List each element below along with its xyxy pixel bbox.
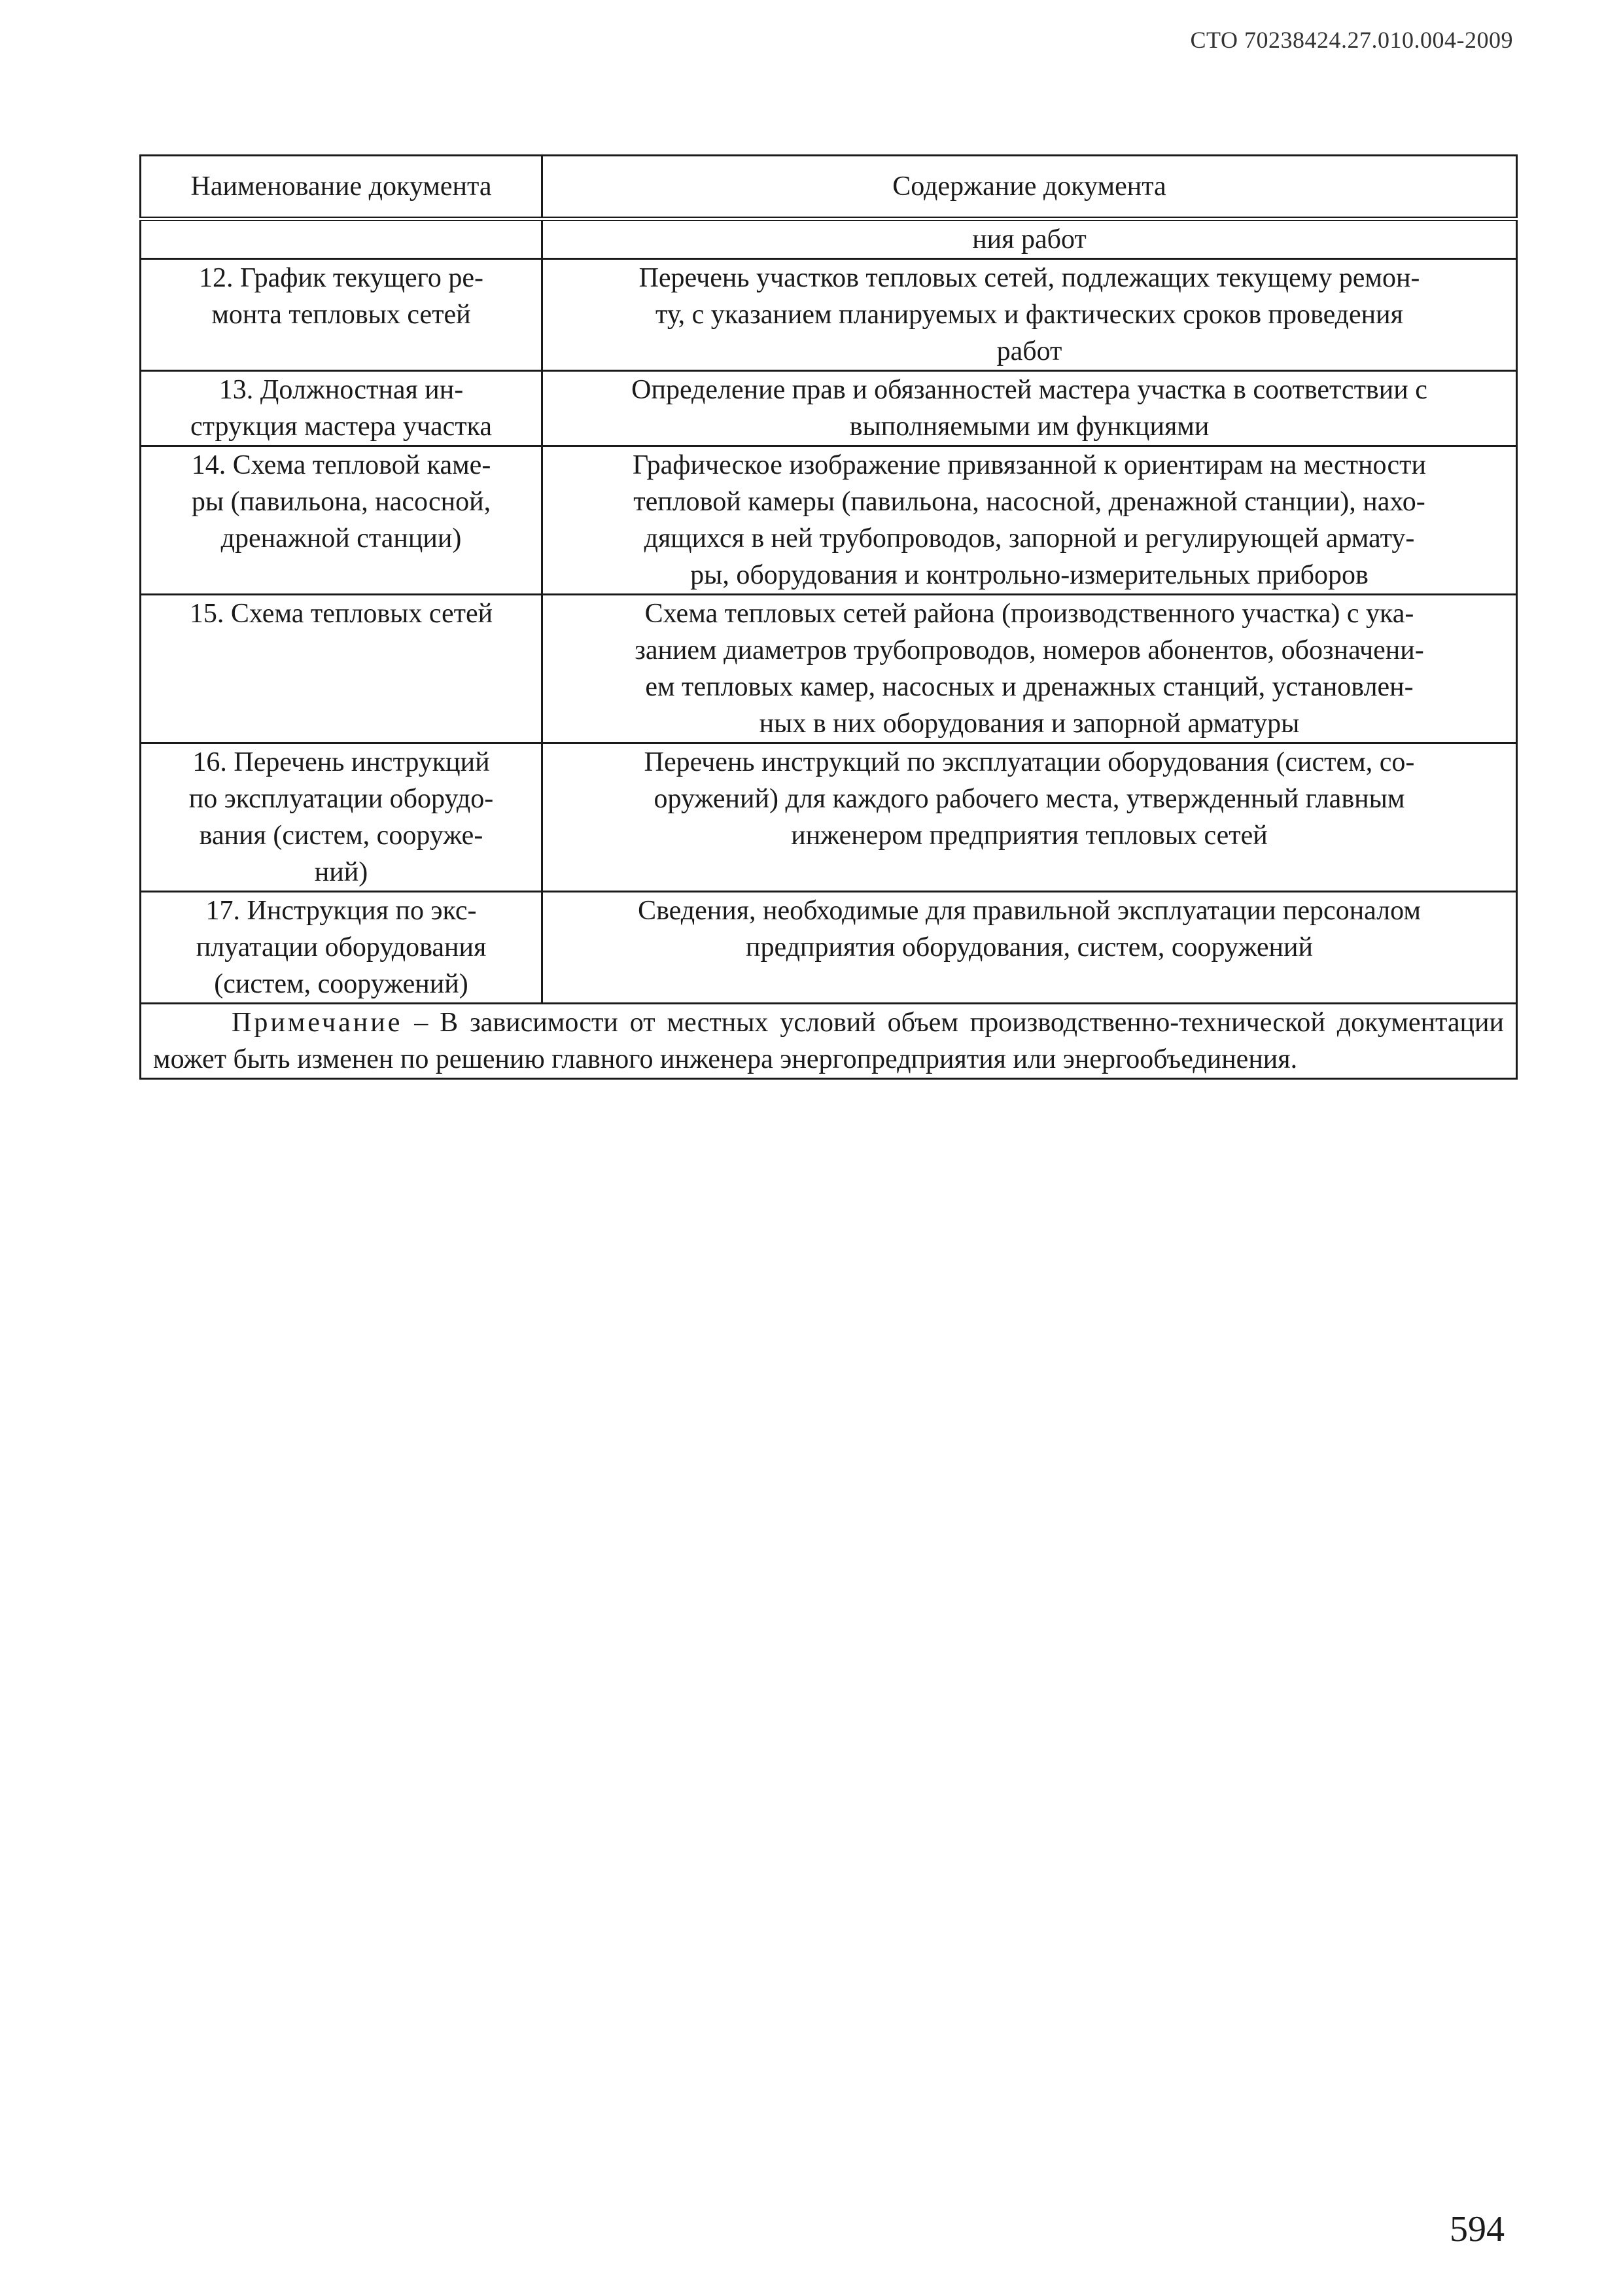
row-name-text: 17. Инструкция по экс- плуатации оборудования (систем, сооружений) (196, 896, 487, 999)
row-content-text: Перечень инструкций по эксплуатации оборудования (систем, со- оружений) для каждого рабочего места, утвержденный главным инженером предприятия тепловых сетей (644, 747, 1415, 851)
document-code: СТО 70238424.27.010.004-2009 (1190, 27, 1513, 53)
row-name-text: 15. Схема тепловых сетей (189, 599, 493, 629)
table-row (141, 446, 1517, 595)
column-header-name: Наименование документа (141, 156, 542, 219)
row-name-cell (141, 595, 542, 743)
note-text: – В зависимости от местных условий объем производственно-технической документации может быть изменен по решению главного инженера энергопредприятия или энергообъединения. (153, 1008, 1504, 1074)
row-content-text: Графическое изображение привязанной к ориентирам на местности тепловой камеры (павильона, насосной, дренажной станции), нахо- дящихся в ней трубопроводов, запорной и регулирующей армату- ры, оборудования и контрольно-измерительных приборов (632, 450, 1427, 590)
row-content-text: Определение прав и обязанностей мастера участка в соответствии с выполняемыми им функциями (631, 375, 1427, 442)
row-name-text: 13. Должностная ин- струкция мастера участка (190, 375, 492, 442)
row-content-cell (542, 259, 1517, 371)
column-header-content: Содержание документа (542, 156, 1517, 219)
row-name-text: 14. Схема тепловой каме- ры (павильона, насосной, дренажной станции) (191, 450, 491, 554)
table-row (141, 219, 1517, 259)
row-content-text: Перечень участков тепловых сетей, подлежащих текущему ремон- ту, с указанием планируемых и фактических сроков проведения работ (638, 263, 1420, 366)
row-name-cell (141, 219, 542, 259)
row-name-cell (141, 743, 542, 892)
row-content-text: ния работ (972, 224, 1087, 255)
row-content-cell (542, 371, 1517, 446)
table-header-row (141, 156, 1517, 219)
table-row (141, 595, 1517, 743)
row-name-cell (141, 892, 542, 1004)
row-name-text: 12. График текущего ре- монта тепловых сетей (199, 263, 483, 330)
row-content-cell (542, 219, 1517, 259)
documents-table (139, 154, 1518, 1080)
row-name-cell (141, 446, 542, 595)
table-row (141, 371, 1517, 446)
row-content-text: Сведения, необходимые для правильной эксплуатации персоналом предприятия оборудования, систем, сооружений (638, 896, 1421, 963)
table-row (141, 259, 1517, 371)
row-name-cell (141, 371, 542, 446)
table-note-cell (141, 1004, 1517, 1079)
row-name-text: 16. Перечень инструкций по эксплуатации оборудо- вания (систем, сооруже- ний) (188, 747, 494, 887)
row-content-cell (542, 595, 1517, 743)
row-content-cell (542, 892, 1517, 1004)
note-label: Примечание (232, 1008, 403, 1038)
row-content-cell (542, 446, 1517, 595)
page-number: 594 (1450, 2209, 1505, 2250)
row-content-text: Схема тепловых сетей района (производственного участка) с ука- занием диаметров трубопроводов, номеров абонентов, обозначени- ем тепловых камер, насосных и дренажных станций, установлен- ных в них оборудования и запорной арматуры (635, 599, 1424, 739)
row-name-cell (141, 259, 542, 371)
table-note-row (141, 1004, 1517, 1079)
table-row (141, 892, 1517, 1004)
row-content-cell (542, 743, 1517, 892)
table-row (141, 743, 1517, 892)
